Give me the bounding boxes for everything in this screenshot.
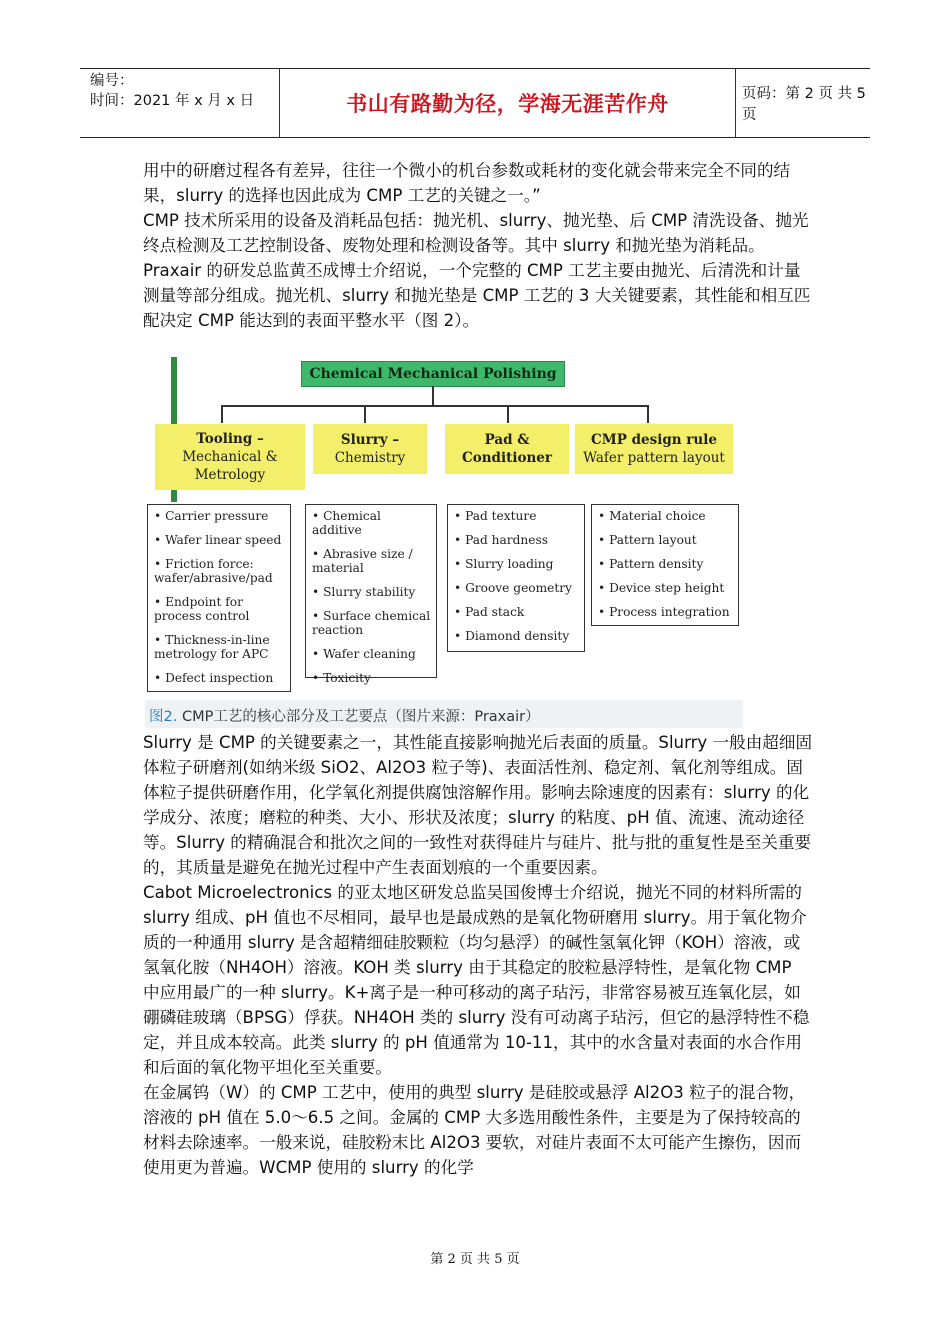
caption-text: CMP工艺的核心部分及工艺要点（图片来源：Praxair） — [177, 709, 540, 725]
list-item: • Process integration — [598, 605, 730, 619]
main-text — [143, 730, 813, 1180]
list-item: • Surface chemical reaction — [312, 609, 431, 637]
page-info: 页码：第 2 页 共 5 页 — [742, 86, 866, 123]
paragraph: Cabot Microelectronics 的亚太地区研发总监吴国俊博士介绍说，抛光不同的材料所需的 slurry 组成、pH 值也不尽相同，最早也是最成熟的是氧化物研磨用 slurry。用于氧化物介质的一种通用 slurry 是含超精细硅胶颗粒（均匀悬浮）的碱性氢氧化钾（KOH）溶液，或氢氧化胺（NH4OH）溶液。KOH 类 slurry 由于其稳定的胶粒悬浮特性，是氧化物 CMP 中应用最广的一种 slurry。K+离子是一种可移动的离子玷污，非常容易被互连氧化层，如硼磷硅玻璃（BPSG）俘获。NH4OH 类的 slurry 没有可动离子玷污，但它的悬浮特性不稳定，并且成本较高。此类 slurry 的 pH 值通常为 10-11，其中的水含量对表面的水合作用和后面的氧化物平坦化至关重要。 — [143, 883, 810, 1077]
category-sub: Mechanical & Metrology — [182, 449, 278, 483]
page-header — [80, 68, 870, 138]
number-label: 编号： — [90, 73, 134, 89]
paragraph: Slurry 是 CMP 的关键要素之一，其性能直接影响抛光后表面的质量。Slurry 一般由超细固体粒子研磨剂(如纳米级 SiO2、Al2O3 粒子等)、表面活性剂、稳定剂、氧化剂等组成。固体粒子提供研磨作用，化学氧化剂提供腐蚀溶解作用。影响去除速度的因素有：slurry 的化学成分、浓度；磨粒的种类、大小、形状及浓度；slurry 的粘度、pH 值、流速、流动途径等。Slurry 的精确混合和批次之间的一致性对获得硅片与硅片、批与批的重复性是至关重要的，其质量是避免在抛光过程中产生表面划痕的一个重要因素。 — [143, 733, 813, 877]
category-box-slurry — [313, 424, 427, 474]
category-sub: Conditioner — [461, 450, 553, 466]
list-item: • Pattern density — [598, 557, 704, 571]
category-title: Pad & — [484, 432, 530, 448]
caption-number: 图2. — [149, 709, 178, 725]
list-item: • Carrier pressure — [154, 509, 269, 523]
list-item: • Slurry stability — [312, 585, 416, 599]
list-item: • Diamond density — [454, 629, 570, 643]
list-item: • Toxicity — [312, 671, 371, 685]
list-item: • Pad hardness — [454, 533, 548, 547]
category-sub: Chemistry — [334, 450, 406, 466]
list-item: • Pad texture — [454, 509, 537, 523]
list-item: • Material choice — [598, 509, 706, 523]
list-item: • Chemical additive — [312, 509, 381, 537]
list-box-pad — [447, 504, 585, 652]
list-item: • Endpoint for process control — [154, 595, 250, 623]
connector-line — [221, 405, 223, 423]
list-item: • Device step height — [598, 581, 725, 595]
list-item: • Friction force: wafer/abrasive/pad — [154, 557, 273, 585]
category-box-design — [575, 424, 733, 474]
figure-caption — [149, 705, 540, 726]
list-item: • Abrasive size / material — [312, 547, 413, 575]
page-footer: 第 2 页 共 5 页 — [430, 1252, 520, 1267]
list-item: • Pattern layout — [598, 533, 697, 547]
cmp-figure — [145, 357, 743, 728]
connector-line — [647, 405, 649, 423]
intro-text — [143, 158, 813, 333]
list-item: • Groove geometry — [454, 581, 573, 595]
connector-line — [221, 405, 648, 407]
list-box-slurry — [305, 504, 437, 685]
list-box-tooling — [147, 504, 291, 692]
connector-line — [507, 405, 509, 423]
list-box-design — [591, 504, 739, 626]
paragraph: 在金属钨（W）的 CMP 工艺中，使用的典型 slurry 是硅胶或悬浮 Al2O3 粒子的混合物，溶液的 pH 值在 5.0～6.5 之间。金属的 CMP 大多选用酸性条件，主要是为了保持较高的材料去除速率。一般来说，硅胶粉末比 Al2O3 要软，对硅片表面不太可能产生擦伤，因而使用更为普遍。WCMP 使用的 slurry 的化学 — [143, 1083, 806, 1177]
category-title: Slurry – — [340, 432, 400, 448]
connector-line — [432, 386, 434, 406]
time-label: 时间：2021 年 x 月 x 日 — [90, 93, 255, 109]
header-left — [80, 69, 280, 137]
list-item: • Wafer linear speed — [154, 533, 282, 547]
category-title: Tooling – — [196, 431, 264, 447]
diagram-title-box: Chemical Mechanical Polishing — [301, 361, 565, 387]
category-box-pad — [445, 424, 569, 474]
list-item: • Pad stack — [454, 605, 525, 619]
list-item: • Defect inspection — [154, 671, 274, 685]
category-title: CMP design rule — [591, 432, 717, 448]
header-motto — [280, 69, 736, 137]
category-sub: Wafer pattern layout — [583, 450, 725, 466]
paragraph: 用中的研磨过程各有差异，往往一个微小的机台参数或耗材的变化就会带来完全不同的结果，slurry 的选择也因此成为 CMP 工艺的关键之一。” — [143, 161, 791, 205]
list-item: • Thickness-in-line metrology for APC — [154, 633, 270, 661]
motto-text: 书山有路勤为径，学海无涯苦作舟 — [346, 92, 669, 116]
figure-diagram — [145, 357, 743, 700]
category-box-tooling — [155, 424, 305, 490]
paragraph: CMP 技术所采用的设备及消耗品包括：抛光机、slurry、抛光垫、后 CMP 清洗设备、抛光终点检测及工艺控制设备、废物处理和检测设备等。其中 slurry 和抛光垫为消耗品。Praxair 的研发总监黄丕成博士介绍说，一个完整的 CMP 工艺主要由抛光、后清洗和计量测量等部分组成。抛光机、slurry 和抛光垫是 CMP 工艺的 3 大关键要素，其性能和相互匹配决定 CMP 能达到的表面平整水平（图 2）。 — [143, 211, 811, 330]
connector-line — [364, 405, 366, 423]
list-item: • Wafer cleaning — [312, 647, 416, 661]
list-item: • Slurry loading — [454, 557, 554, 571]
